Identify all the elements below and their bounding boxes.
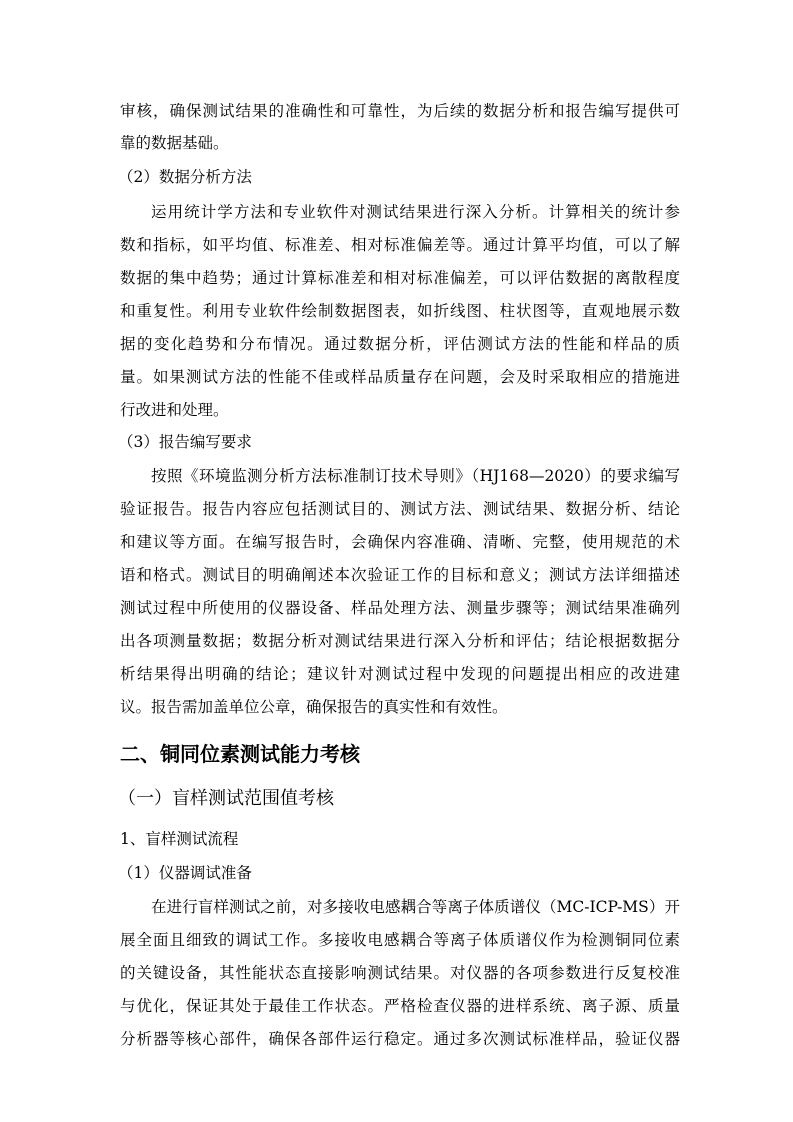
paragraph-line: 运用统计学方法和专业软件对测试结果进行深入分析。计算相关的统计参 xyxy=(151,203,680,221)
paragraph-line: 量。如果测试方法的性能不佳或样品质量存在问题，会及时采取相应的措施进 xyxy=(120,368,680,386)
paragraph-line: 审核，确保测试结果的准确性和可靠性，为后续的数据分析和报告编写提供可 xyxy=(120,102,680,120)
section-heading: 二、铜同位素测试能力考核 xyxy=(120,742,360,766)
paragraph-line: 验证报告。报告内容应包括测试目的、测试方法、测试结果、数据分析、结论 xyxy=(120,500,680,518)
paragraph-line: 和重复性。利用专业软件绘制数据图表，如折线图、柱状图等，直观地展示数 xyxy=(120,302,680,320)
item-heading: 1、盲样测试流程 xyxy=(120,830,239,848)
paragraph-line: 在进行盲样测试之前，对多接收电感耦合等离子体质谱仪（MC-ICP-MS）开 xyxy=(151,898,680,916)
paragraph-line: 析结果得出明确的结论；建议针对测试过程中发现的问题提出相应的改进建 xyxy=(120,665,680,683)
paragraph-line: 语和格式。测试目的明确阐述本次验证工作的目标和意义；测试方法详细描述 xyxy=(120,566,680,584)
paragraph-line: 靠的数据基础。 xyxy=(120,134,229,152)
paragraph-line: 据的变化趋势和分布情况。通过数据分析，评估测试方法的性能和样品的质 xyxy=(120,335,680,353)
paragraph-line: 数和指标，如平均值、标准差、相对标准偏差等。通过计算平均值，可以了解 xyxy=(120,236,680,254)
paragraph-line: 和建议等方面。在编写报告时，会确保内容准确、清晰、完整，使用规范的术 xyxy=(120,533,680,551)
subsection-heading: （1）仪器调试准备 xyxy=(118,864,252,882)
paragraph-line: 与优化，保证其处于最佳工作状态。严格检查仪器的进样系统、离子源、质量 xyxy=(120,997,680,1015)
paragraph-line: 分析器等核心部件，确保各部件运行稳定。通过多次测试标准样品，验证仪器 xyxy=(120,1030,680,1048)
paragraph-line: 议。报告需加盖单位公章，确保报告的真实性和有效性。 xyxy=(120,698,508,716)
paragraph-line: 出各项测量数据；数据分析对测试结果进行深入分析和评估；结论根据数据分 xyxy=(120,632,680,650)
paragraph-line: 展全面且细致的调试工作。多接收电感耦合等离子体质谱仪作为检测铜同位素 xyxy=(120,931,680,949)
paragraph-line: 按照《环境监测分析方法标准制订技术导则》（HJ168—2020）的要求编写 xyxy=(151,467,680,485)
paragraph-line: 数据的集中趋势；通过计算标准差和相对标准偏差，可以评估数据的离散程度 xyxy=(120,269,680,287)
paragraph-line: 的关键设备，其性能状态直接影响测试结果。对仪器的各项参数进行反复校准 xyxy=(120,964,680,982)
subsection-heading: （3）报告编写要求 xyxy=(118,433,252,451)
subsection-heading: （2）数据分析方法 xyxy=(118,168,252,186)
paragraph-line: 测试过程中所使用的仪器设备、样品处理方法、测量步骤等；测试结果准确列 xyxy=(120,599,680,617)
part-heading: （一）盲样测试范围值考核 xyxy=(118,788,334,809)
paragraph-line: 行改进和处理。 xyxy=(120,401,229,419)
